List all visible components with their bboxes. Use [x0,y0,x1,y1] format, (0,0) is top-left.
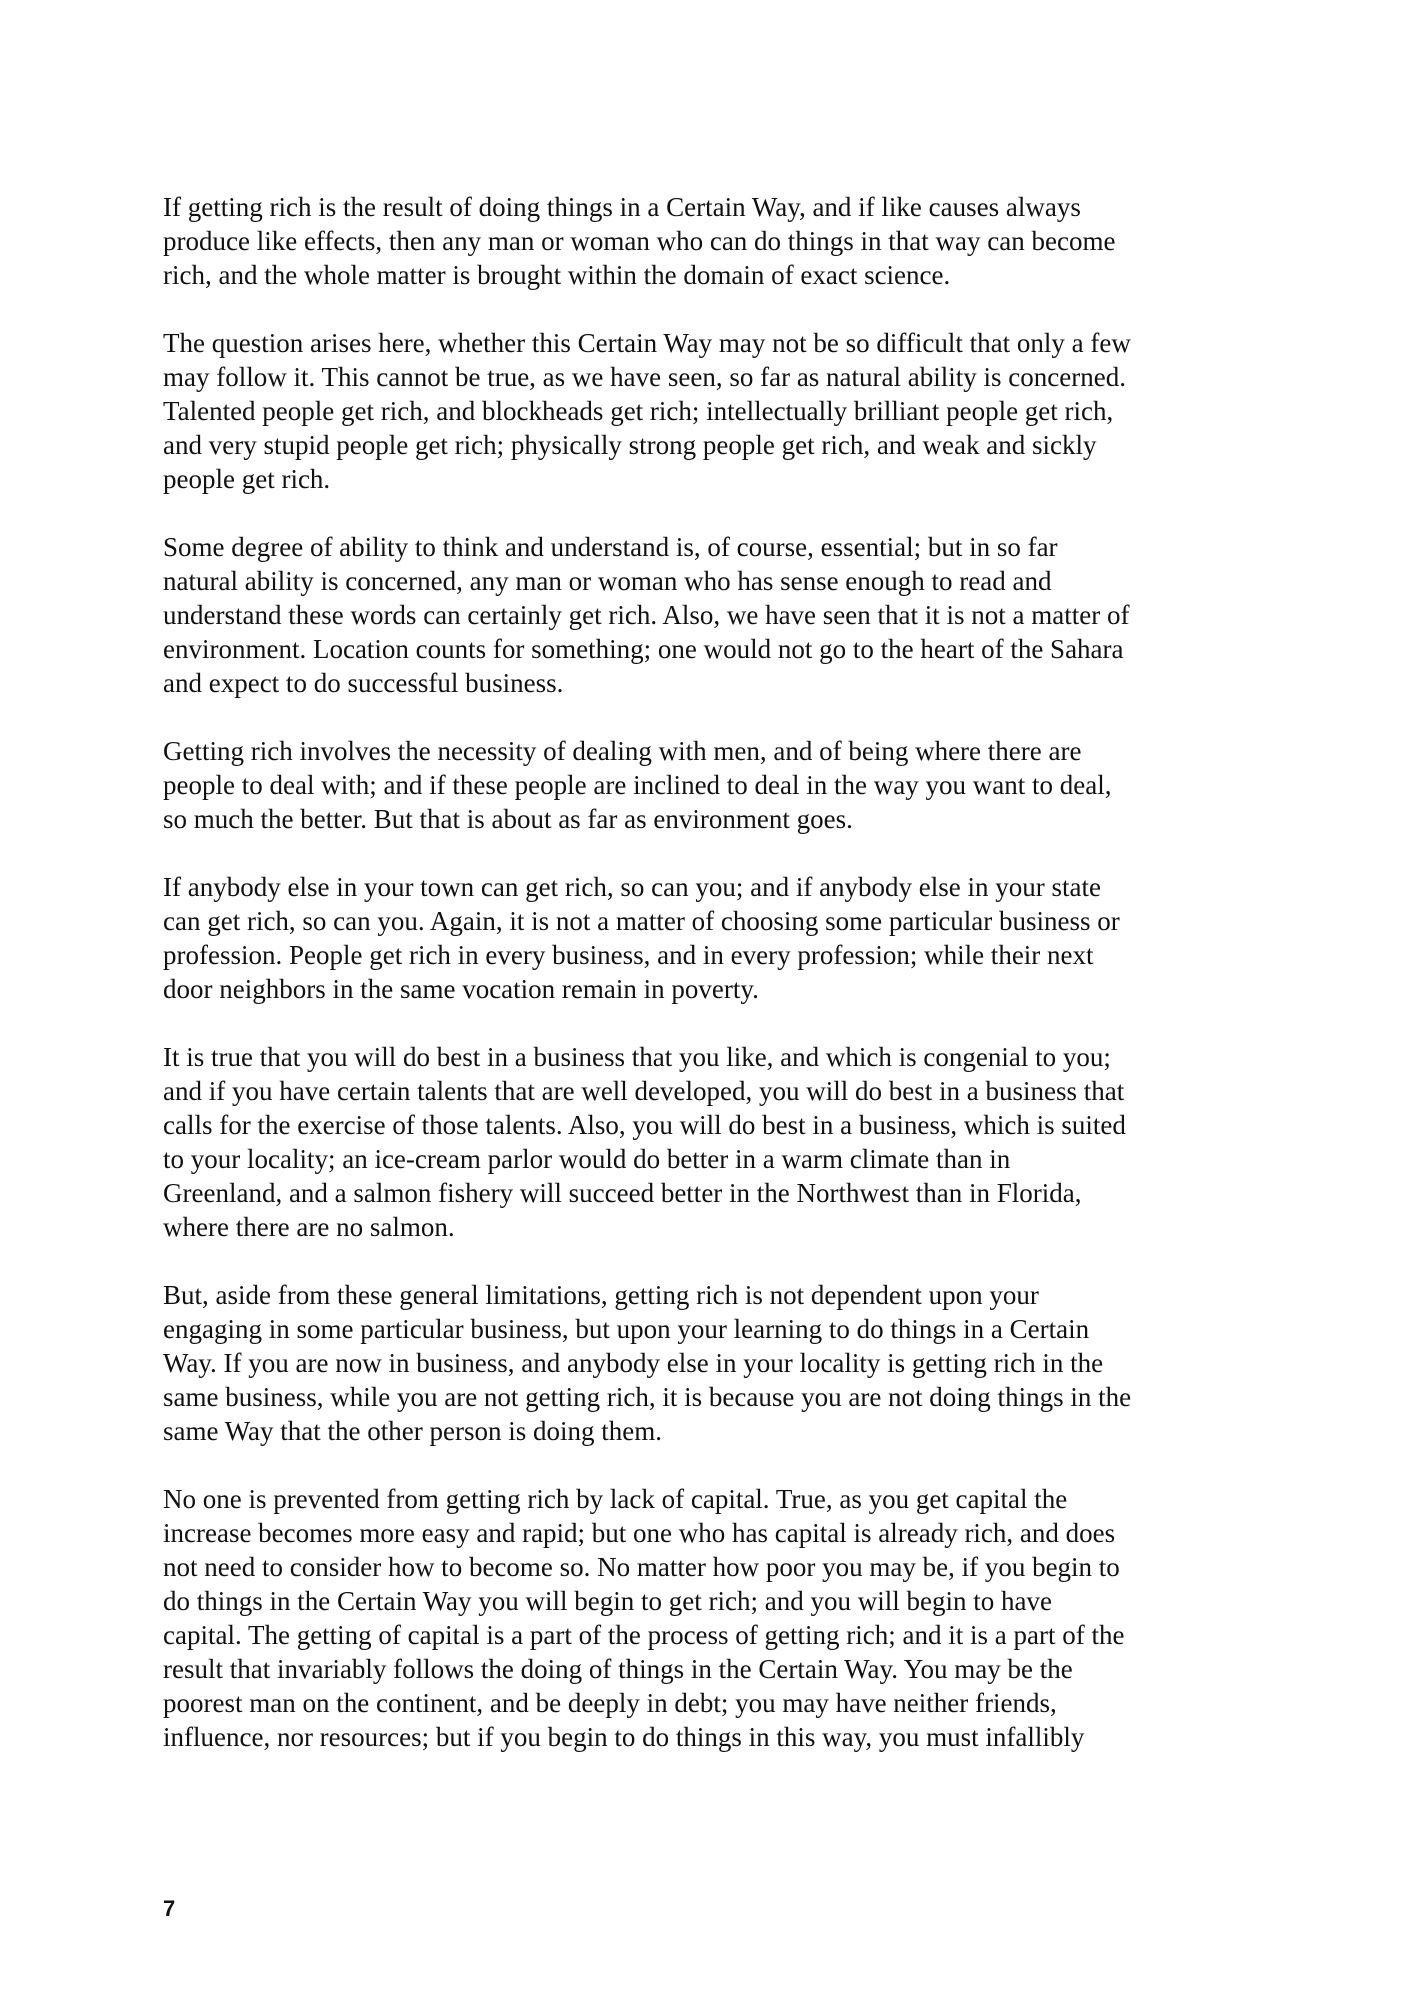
paragraph-8: No one is prevented from getting rich by lack of capital. True, as you get capital the increase becomes more easy and rapid; but one who has capital is already rich, and does not need to consider how to become so. No matter how poor you may be, if you begin to do things in the Certain Way you will begin to get rich; and you will begin to have capital. The getting of capital is a part of the process of getting rich; and it is a part of the result that invariably follows the doing of things in the Certain Way. You may be the poorest man on the continent, and be deeply in debt; you may have neither friends, influence, nor resources; but if you begin to do things in this way, you must infallibly [163,1484,1125,1752]
page-number: 7 [163,1896,176,1921]
paragraph-3: Some degree of ability to think and understand is, of course, essential; but in so far natural ability is concerned, any man or woman who has sense enough to read and understand these words can certainly get rich. Also, we have seen that it is not a matter of environment. Location counts for something; one would not go to the heart of the Sahara and expect to do successful business. [163,532,1130,698]
paragraph-4: Getting rich involves the necessity of dealing with men, and of being where there are people to deal with; and if these people are inclined to deal in the way you want to deal, so much the better. But that is about as far as environment goes. [163,736,1112,834]
paragraph-5: If anybody else in your town can get rich, so can you; and if anybody else in your state can get rich, so can you. Again, it is not a matter of choosing some particular business or profession. People get rich in every business, and in every profession; while their next door neighbors in the same vocation remain in poverty. [163,872,1120,1004]
paragraph-7: But, aside from these general limitations, getting rich is not dependent upon your engaging in some particular business, but upon your learning to do things in a Certain Way. If you are now in business, and anybody else in your locality is getting rich in the same business, while you are not getting rich, it is because you are not doing things in the same Way that the other person is doing them. [163,1280,1132,1446]
paragraph-1: If getting rich is the result of doing things in a Certain Way, and if like causes always produce like effects, then any man or woman who can do things in that way can become rich, and the whole matter is brought within the domain of exact science. [163,192,1116,290]
body-text [163,190,1253,1788]
paragraph-6: It is true that you will do best in a business that you like, and which is congenial to you; and if you have certain talents that are well developed, you will do best in a business that calls for the exercise of those talents. Also, you will do best in a business, which is suited to your locality; an ice-cream parlor would do better in a warm climate than in Greenland, and a salmon fishery will succeed better in the Northwest than in Florida, where there are no salmon. [163,1042,1126,1242]
paragraph-2: The question arises here, whether this Certain Way may not be so difficult that only a few may follow it. This cannot be true, as we have seen, so far as natural ability is concerned. Talented people get rich, and blockheads get rich; intellectually brilliant people get rich, and very stupid people get rich; physically strong people get rich, and weak and sickly people get rich. [163,328,1131,494]
